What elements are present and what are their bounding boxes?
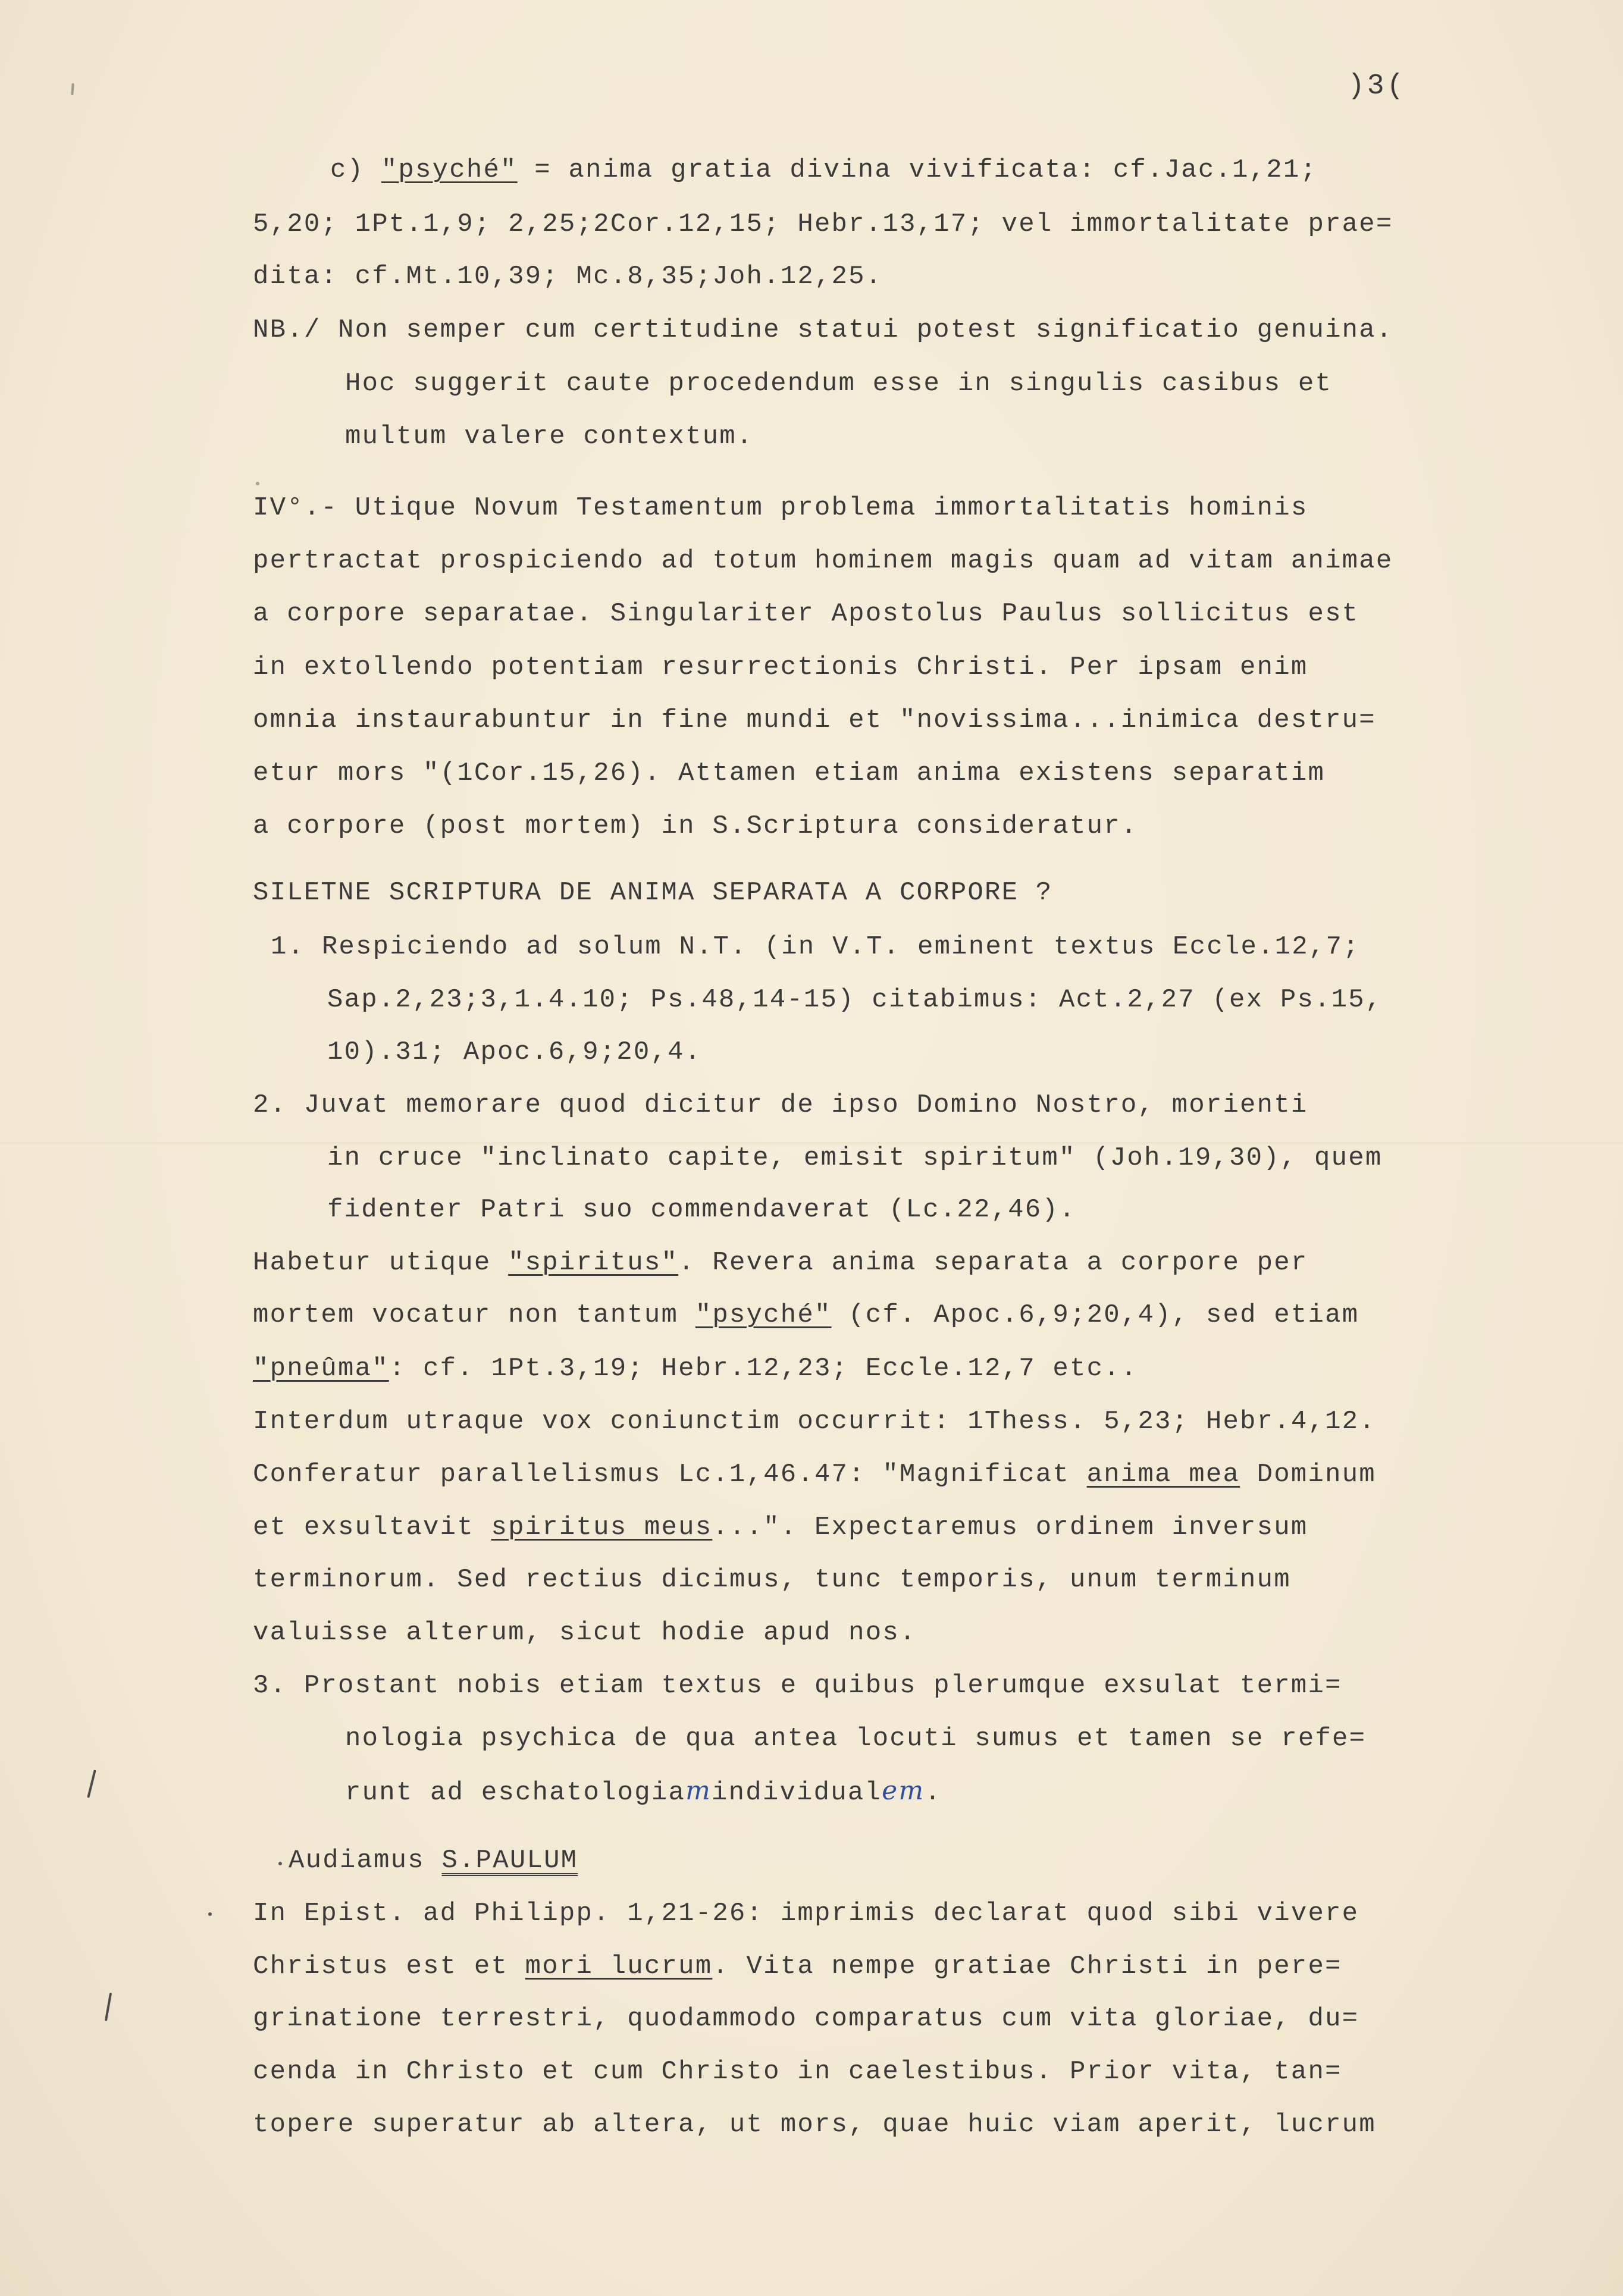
text-line	[253, 2108, 1376, 2141]
text-segment: c)	[330, 155, 381, 185]
text-segment: ...". Expectaremus ordinem inversum	[712, 1513, 1308, 1542]
double-underlined-text: S.PAULUM	[441, 1846, 578, 1875]
text-segment: IV°.- Utique Novum Testamentum problema immortalitatis hominis	[253, 493, 1308, 523]
text-segment: multum valere contextum.	[345, 422, 754, 451]
text-segment: SILETNE SCRIPTURA DE ANIMA SEPARATA A CORPORE ?	[253, 878, 1053, 908]
text-segment: nologia psychica de qua antea locuti sumus et tamen se refe=	[345, 1724, 1367, 1754]
text-line	[330, 153, 1317, 187]
text-segment: 2. Juvat memorare quod dicitur de ipso Domino Nostro, morienti	[253, 1090, 1308, 1120]
text-segment: Hoc suggerit caute procedendum esse in singulis casibus et	[345, 369, 1333, 399]
text-segment: : cf. 1Pt.3,19; Hebr.12,23; Eccle.12,7 etc..	[388, 1354, 1138, 1384]
text-segment: cenda in Christo et cum Christo in caelestibus. Prior vita, tan=	[253, 2057, 1342, 2087]
margin-dot	[208, 1912, 212, 1916]
text-segment: .	[925, 1778, 942, 1808]
text-line	[253, 1405, 1376, 1438]
underlined-text: mori lucrum	[525, 1952, 713, 1981]
text-line	[253, 2002, 1359, 2035]
text-segment: a corpore separatae. Singulariter Apostolus Paulus sollicitus est	[253, 599, 1359, 629]
text-line	[253, 1897, 1359, 1930]
text-segment: Audiamus	[289, 1846, 442, 1875]
text-line	[253, 1616, 917, 1649]
underlined-text: "pneûma"	[253, 1354, 389, 1384]
text-line	[253, 208, 1393, 241]
text-segment: in cruce "inclinato capite, emisit spiritum" (Joh.19,30), quem	[327, 1143, 1383, 1173]
text-line	[253, 260, 882, 293]
underlined-text: "psyché"	[381, 155, 518, 185]
text-segment: = anima gratia divina vivificata: cf.Jac.1,21;	[517, 155, 1318, 185]
text-segment: terminorum. Sed rectius dicimus, tunc temporis, unum terminum	[253, 1565, 1291, 1595]
text-segment: dita: cf.Mt.10,39; Mc.8,35;Joh.12,25.	[253, 262, 883, 291]
text-segment: Interdum utraque vox coniunctim occurrit: 1Thess. 5,23; Hebr.4,12.	[253, 1407, 1376, 1436]
section-heading	[289, 1844, 578, 1877]
text-line	[253, 1246, 1308, 1279]
text-segment: fidenter Patri suo commendaverat (Lc.22,46).	[327, 1195, 1076, 1225]
text-segment: et exsultavit	[253, 1513, 491, 1542]
text-line	[253, 491, 1308, 525]
handwritten-correction: m	[685, 1776, 712, 1806]
text-line	[327, 983, 1382, 1017]
text-line	[253, 2055, 1342, 2088]
text-line	[253, 1563, 1291, 1596]
text-line	[345, 367, 1332, 400]
text-line	[253, 1458, 1376, 1491]
text-segment: (cf. Apoc.6,9;20,4), sed etiam	[831, 1300, 1359, 1330]
text-segment: a corpore (post mortem) in S.Scriptura consideratur.	[253, 811, 1138, 841]
underlined-text: spiritus meus	[491, 1513, 713, 1542]
text-segment: grinatione terrestri, quodammodo comparatus cum vita gloriae, du=	[253, 2004, 1359, 2034]
text-segment: Habetur utique	[253, 1248, 509, 1278]
text-segment: NB./ Non semper cum certitudine statui potest significatio genuina.	[253, 315, 1393, 345]
margin-dot	[256, 482, 259, 485]
text-line	[253, 651, 1308, 684]
text-line	[345, 420, 754, 453]
text-line	[253, 1089, 1308, 1122]
margin-mark	[105, 1993, 112, 2021]
text-segment: 10).31; Apoc.6,9;20,4.	[327, 1037, 702, 1067]
underlined-text: anima mea	[1086, 1460, 1240, 1489]
text-segment: individual	[712, 1778, 882, 1808]
text-segment: omnia instaurabuntur in fine mundi et "novissima...inimica destru=	[253, 705, 1376, 735]
text-segment: in extollendo potentiam resurrectionis Christi. Per ipsam enim	[253, 653, 1308, 682]
text-segment: mortem vocatur non tantum	[253, 1300, 695, 1330]
text-segment: pertractat prospiciendo ad totum hominem magis quam ad vitam animae	[253, 546, 1393, 576]
text-line	[253, 704, 1376, 737]
text-line	[253, 1950, 1342, 1983]
text-line	[345, 1722, 1366, 1755]
underlined-text: "spiritus"	[508, 1248, 679, 1278]
text-line	[253, 1352, 1138, 1385]
text-line	[327, 1141, 1382, 1175]
text-line	[253, 544, 1393, 578]
text-line	[253, 597, 1359, 631]
text-segment: valuisse alterum, sicut hodie apud nos.	[253, 1618, 917, 1648]
margin-mark	[87, 1770, 96, 1798]
text-line	[271, 930, 1360, 964]
text-segment: Christus est et	[253, 1952, 525, 1981]
text-line	[327, 1193, 1076, 1227]
text-segment: 3. Prostant nobis etiam textus e quibus plerumque exsulat termi=	[253, 1671, 1342, 1701]
text-segment: 1. Respiciendo ad solum N.T. (in V.T. eminent textus Eccle.12,7;	[271, 932, 1360, 962]
text-segment: Sap.2,23;3,1.4.10; Ps.48,14-15) citabimus: Act.2,27 (ex Ps.15,	[327, 985, 1383, 1015]
text-line	[253, 1298, 1359, 1332]
text-segment: etur mors "(1Cor.15,26). Attamen etiam anima existens separatim	[253, 758, 1326, 788]
text-line	[327, 1036, 701, 1069]
margin-dot	[278, 1862, 282, 1865]
text-line	[253, 313, 1393, 347]
margin-mark	[71, 83, 74, 95]
text-segment: 5,20; 1Pt.1,9; 2,25;2Cor.12,15; Hebr.13,17; vel immortalitate prae=	[253, 209, 1393, 239]
section-heading	[253, 876, 1052, 909]
page-number: )3(	[1348, 70, 1406, 102]
text-segment: Conferatur parallelismus Lc.1,46.47: "Magnificat	[253, 1460, 1087, 1489]
underlined-text: "psyché"	[695, 1300, 832, 1330]
text-line	[253, 1511, 1308, 1544]
text-segment: topere superatur ab altera, ut mors, quae huic viam aperit, lucrum	[253, 2110, 1376, 2140]
text-segment: runt ad eschatologia	[345, 1778, 686, 1808]
handwritten-correction: em	[882, 1776, 925, 1806]
text-segment: In Epist. ad Philipp. 1,21-26: imprimis declarat quod sibi vivere	[253, 1899, 1359, 1928]
text-line	[253, 757, 1325, 790]
text-line	[253, 810, 1138, 843]
text-segment: Dominum	[1240, 1460, 1376, 1489]
text-segment: . Vita nempe gratiae Christi in pere=	[712, 1952, 1342, 1981]
text-line	[345, 1774, 942, 1809]
text-line	[253, 1669, 1342, 1702]
text-segment: . Revera anima separata a corpore per	[678, 1248, 1308, 1278]
